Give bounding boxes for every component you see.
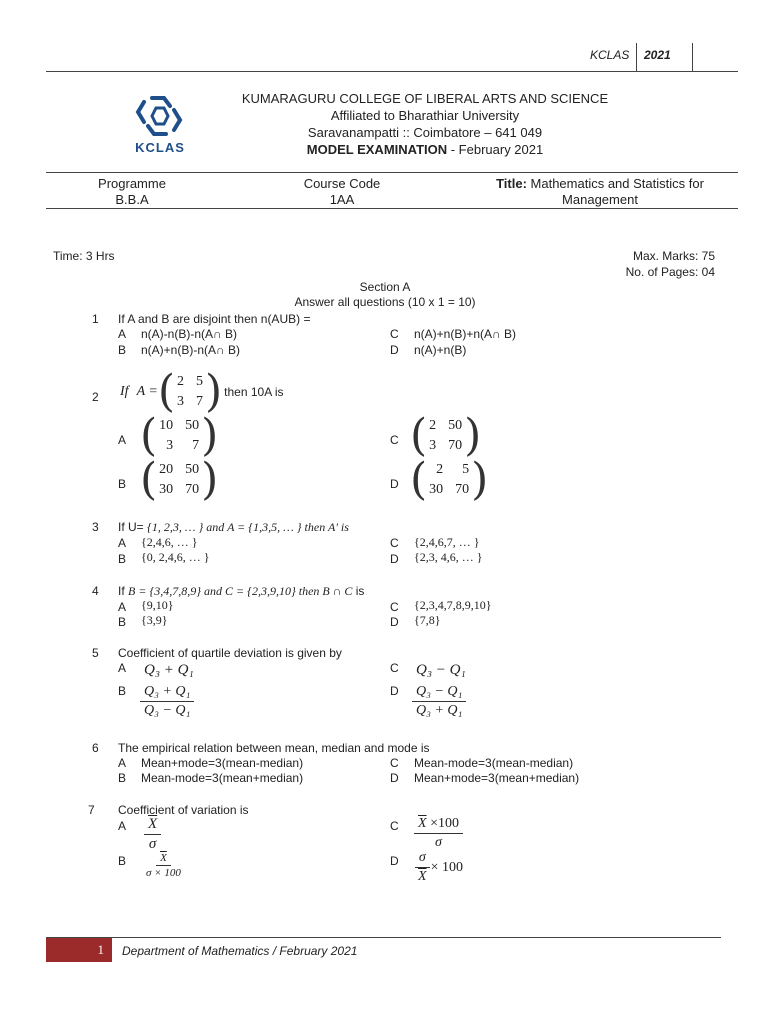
denominator: Q₃ − Q₁ bbox=[144, 703, 191, 718]
q4-option-b: {3,9} bbox=[141, 613, 168, 627]
q4-option-c-label: C bbox=[390, 600, 399, 614]
paren-right: ) bbox=[201, 454, 219, 505]
q2-matrix-definition bbox=[120, 366, 284, 417]
matrix-cell: 50 bbox=[448, 418, 463, 433]
q2-if: If bbox=[120, 384, 129, 399]
matrix-cell: 30 bbox=[159, 482, 174, 497]
q2-option-a-matrix bbox=[140, 410, 219, 461]
q6-option-d-label: D bbox=[390, 771, 399, 785]
denominator: σ bbox=[435, 835, 442, 850]
matrix bbox=[157, 418, 201, 454]
matrix-cell: 7 bbox=[192, 438, 200, 453]
matrix-cell: 5 bbox=[195, 374, 203, 389]
q5-option-b-label: B bbox=[118, 684, 127, 698]
matrix-cell: 10 bbox=[159, 418, 174, 433]
matrix-cell: 3 bbox=[166, 438, 174, 453]
q6-text: The empirical relation between mean, median and mode is bbox=[118, 741, 430, 755]
matrix-cell: 7 bbox=[195, 394, 203, 409]
exam-title-bold: MODEL EXAMINATION bbox=[306, 142, 448, 157]
q6-option-d: Mean+mode=3(mean+median) bbox=[414, 771, 580, 785]
q4-option-a-label: A bbox=[118, 600, 127, 614]
no-of-pages: No. of Pages: 04 bbox=[625, 265, 715, 279]
matrix-cell: 50 bbox=[185, 418, 200, 433]
q5-option-a-label: A bbox=[118, 661, 127, 675]
q5-option-c-label: C bbox=[390, 661, 399, 675]
header-code: KCLAS bbox=[590, 48, 630, 62]
paren-left: ( bbox=[410, 410, 428, 461]
q3-option-b: {0, 2,4,6, … } bbox=[141, 550, 210, 564]
matrix-cell: 70 bbox=[448, 438, 463, 453]
matrix-cell: 2 bbox=[176, 374, 184, 389]
q3-number: 3 bbox=[92, 520, 99, 534]
footer-page-number: 1 bbox=[97, 942, 104, 957]
denominator: Q₃ + Q₁ bbox=[416, 703, 463, 718]
q1-option-c-label: C bbox=[390, 327, 399, 341]
paren-right: ) bbox=[471, 454, 489, 505]
numerator: $\overline{X}$ bbox=[156, 852, 171, 866]
matrix-cell: 70 bbox=[185, 482, 200, 497]
footer-rule bbox=[46, 937, 721, 938]
course-code-label: Course Code bbox=[303, 176, 381, 191]
fraction bbox=[144, 816, 161, 853]
q7-number: 7 bbox=[88, 803, 95, 817]
numerator: σ bbox=[415, 850, 430, 868]
q4-option-c: {2,3,4,7,8,9,10} bbox=[414, 598, 492, 612]
matrix bbox=[427, 462, 471, 498]
q1-option-a-label: A bbox=[118, 327, 127, 341]
q5-option-b bbox=[140, 684, 194, 719]
programme-value: B.B.A bbox=[115, 192, 149, 207]
matrix-cell: 5 bbox=[462, 462, 470, 477]
matrix bbox=[427, 418, 464, 454]
q6-option-a: Mean+mode=3(mean-median) bbox=[141, 756, 304, 770]
matrix-cell: 70 bbox=[455, 482, 470, 497]
q6-option-b-label: B bbox=[118, 771, 127, 785]
q1-option-a: n(A)-n(B)-n(A∩ B) bbox=[141, 327, 237, 341]
q5-option-a: Q₃ + Q₁ bbox=[144, 662, 194, 678]
denominator: σ × 100 bbox=[146, 867, 181, 879]
q1-option-d-label: D bbox=[390, 343, 399, 357]
times-100: ×100 bbox=[426, 816, 459, 831]
q2-then-text: then 10A is bbox=[224, 385, 284, 399]
header-divider bbox=[636, 43, 637, 71]
paren-left: ( bbox=[140, 454, 158, 505]
q6-number: 6 bbox=[92, 741, 99, 755]
fraction bbox=[140, 684, 194, 719]
xbar: $\overline{X}$ bbox=[418, 816, 427, 831]
q3-option-a: {2,4,6, … } bbox=[141, 535, 198, 549]
college-logo bbox=[130, 92, 190, 156]
q4-number: 4 bbox=[92, 584, 99, 598]
numerator: $\overline{X}$ bbox=[144, 816, 161, 835]
q5-text: Coefficient of quartile deviation is given by bbox=[118, 646, 342, 660]
denominator: σ bbox=[148, 836, 157, 852]
q2-a-equals: A = bbox=[136, 384, 158, 399]
info-top-rule bbox=[46, 172, 738, 173]
course-code-value: 1AA bbox=[329, 192, 355, 207]
q4-option-d-label: D bbox=[390, 615, 399, 629]
q7-option-b-label: B bbox=[118, 854, 127, 868]
numerator bbox=[414, 816, 463, 834]
programme-label: Programme bbox=[98, 176, 166, 191]
q3-option-a-label: A bbox=[118, 536, 127, 550]
q7-text: Coefficient of variation is bbox=[118, 803, 249, 817]
section-title: Section A bbox=[359, 280, 411, 294]
q4-text-suffix: is bbox=[352, 584, 365, 598]
times-100: × 100 bbox=[430, 859, 463, 875]
q3-option-b-label: B bbox=[118, 552, 127, 566]
college-affiliation: Affiliated to Bharathiar University bbox=[330, 108, 520, 123]
section-instructions: Answer all questions (10 x 1 = 10) bbox=[294, 295, 476, 309]
fraction bbox=[412, 684, 466, 719]
q1-text: If A and B are disjoint then n(AUB) = bbox=[118, 312, 311, 326]
college-name: KUMARAGURU COLLEGE OF LIBERAL ARTS AND SCIENCE bbox=[241, 91, 609, 106]
q7-option-d bbox=[414, 850, 463, 885]
q4-option-a: {9,10} bbox=[141, 598, 174, 612]
q2-option-d-label: D bbox=[390, 477, 399, 491]
q2-number: 2 bbox=[92, 390, 99, 404]
info-bottom-rule bbox=[46, 208, 738, 209]
course-title-value-2: Management bbox=[562, 192, 638, 207]
q4-option-d: {7,8} bbox=[414, 613, 441, 627]
q3-option-c: {2,4,6,7, … } bbox=[414, 535, 480, 549]
course-title bbox=[470, 176, 730, 191]
q2-option-c-matrix bbox=[410, 410, 482, 461]
q2-option-b-label: B bbox=[118, 477, 127, 491]
numerator: Q₃ − Q₁ bbox=[412, 684, 466, 702]
course-title-label: Title: bbox=[496, 176, 527, 191]
header-year: 2021 bbox=[644, 48, 671, 62]
q1-option-b-label: B bbox=[118, 343, 127, 357]
q6-option-c: Mean-mode=3(mean-median) bbox=[414, 756, 574, 770]
q1-option-d: n(A)+n(B) bbox=[414, 343, 467, 357]
q5-option-d-label: D bbox=[390, 684, 399, 698]
q2-option-a-label: A bbox=[118, 433, 127, 447]
q2-option-d-matrix bbox=[410, 454, 489, 505]
q2-matrix-left-paren: ( bbox=[157, 366, 175, 417]
logo-star-icon bbox=[130, 92, 190, 137]
college-address: Saravanampatti :: Coimbatore – 641 049 bbox=[307, 125, 543, 140]
q3-option-d-label: D bbox=[390, 552, 399, 566]
paren-right: ) bbox=[201, 410, 219, 461]
q7-option-c bbox=[414, 816, 463, 851]
q6-option-c-label: C bbox=[390, 756, 399, 770]
matrix-cell: 50 bbox=[185, 462, 200, 477]
matrix bbox=[157, 462, 201, 498]
matrix-cell: 2 bbox=[429, 418, 437, 433]
q3-option-c-label: C bbox=[390, 536, 399, 550]
matrix-cell: 3 bbox=[429, 438, 437, 453]
q4-text-math: B = {3,4,7,8,9} and C = {2,3,9,10} then B ∩ C bbox=[128, 584, 353, 598]
course-title-value-1: Mathematics and Statistics for bbox=[526, 176, 704, 191]
fraction bbox=[142, 852, 185, 879]
fraction bbox=[414, 850, 431, 885]
header-right-rule bbox=[692, 43, 693, 71]
footer-page-box bbox=[46, 938, 112, 962]
q2-matrix bbox=[175, 374, 205, 410]
matrix-cell: 3 bbox=[176, 394, 184, 409]
q7-option-a bbox=[144, 816, 161, 853]
q7-option-d-label: D bbox=[390, 854, 399, 868]
q3-text bbox=[118, 520, 349, 535]
q6-option-b: Mean-mode=3(mean+median) bbox=[141, 771, 304, 785]
q4-option-b-label: B bbox=[118, 615, 127, 629]
q7-option-c-label: C bbox=[390, 819, 399, 833]
paren-right: ) bbox=[464, 410, 482, 461]
fraction bbox=[414, 816, 463, 851]
numerator: Q₃ + Q₁ bbox=[140, 684, 194, 702]
q6-option-a-label: A bbox=[118, 756, 127, 770]
matrix-cell: 30 bbox=[429, 482, 444, 497]
header-rule bbox=[46, 71, 738, 72]
q5-option-d bbox=[412, 684, 466, 719]
q1-number: 1 bbox=[92, 312, 99, 326]
q1-option-c: n(A)+n(B)+n(A∩ B) bbox=[414, 327, 516, 341]
exam-title bbox=[200, 142, 650, 157]
q4-text-prefix: If bbox=[118, 584, 129, 598]
matrix-cell: 20 bbox=[159, 462, 174, 477]
footer-text: Department of Mathematics / February 2021 bbox=[122, 944, 358, 958]
q7-option-a-label: A bbox=[118, 819, 127, 833]
q5-option-c: Q₃ − Q₁ bbox=[416, 662, 466, 678]
q2-option-c-label: C bbox=[390, 433, 399, 447]
q7-option-b bbox=[142, 850, 185, 879]
q3-text-prefix: If U= bbox=[118, 520, 148, 534]
q1-option-b: n(A)+n(B)-n(A∩ B) bbox=[141, 343, 240, 357]
q3-text-math: {1, 2,3, … } and A = {1,3,5, … } then A' is bbox=[147, 520, 349, 534]
q2-option-b-matrix bbox=[140, 454, 219, 505]
paren-left: ( bbox=[140, 410, 158, 461]
exam-title-date: - February 2021 bbox=[447, 142, 544, 157]
max-marks: Max. Marks: 75 bbox=[632, 249, 715, 263]
denominator: X bbox=[418, 869, 427, 884]
q5-number: 5 bbox=[92, 646, 99, 660]
q3-option-d: {2,3, 4,6, … } bbox=[414, 550, 483, 564]
q4-text bbox=[118, 584, 364, 599]
logo-text: KCLAS bbox=[135, 140, 185, 155]
q2-matrix-right-paren: ) bbox=[204, 366, 223, 417]
exam-time: Time: 3 Hrs bbox=[53, 249, 115, 263]
paren-left: ( bbox=[410, 454, 428, 505]
matrix-cell: 2 bbox=[436, 462, 444, 477]
